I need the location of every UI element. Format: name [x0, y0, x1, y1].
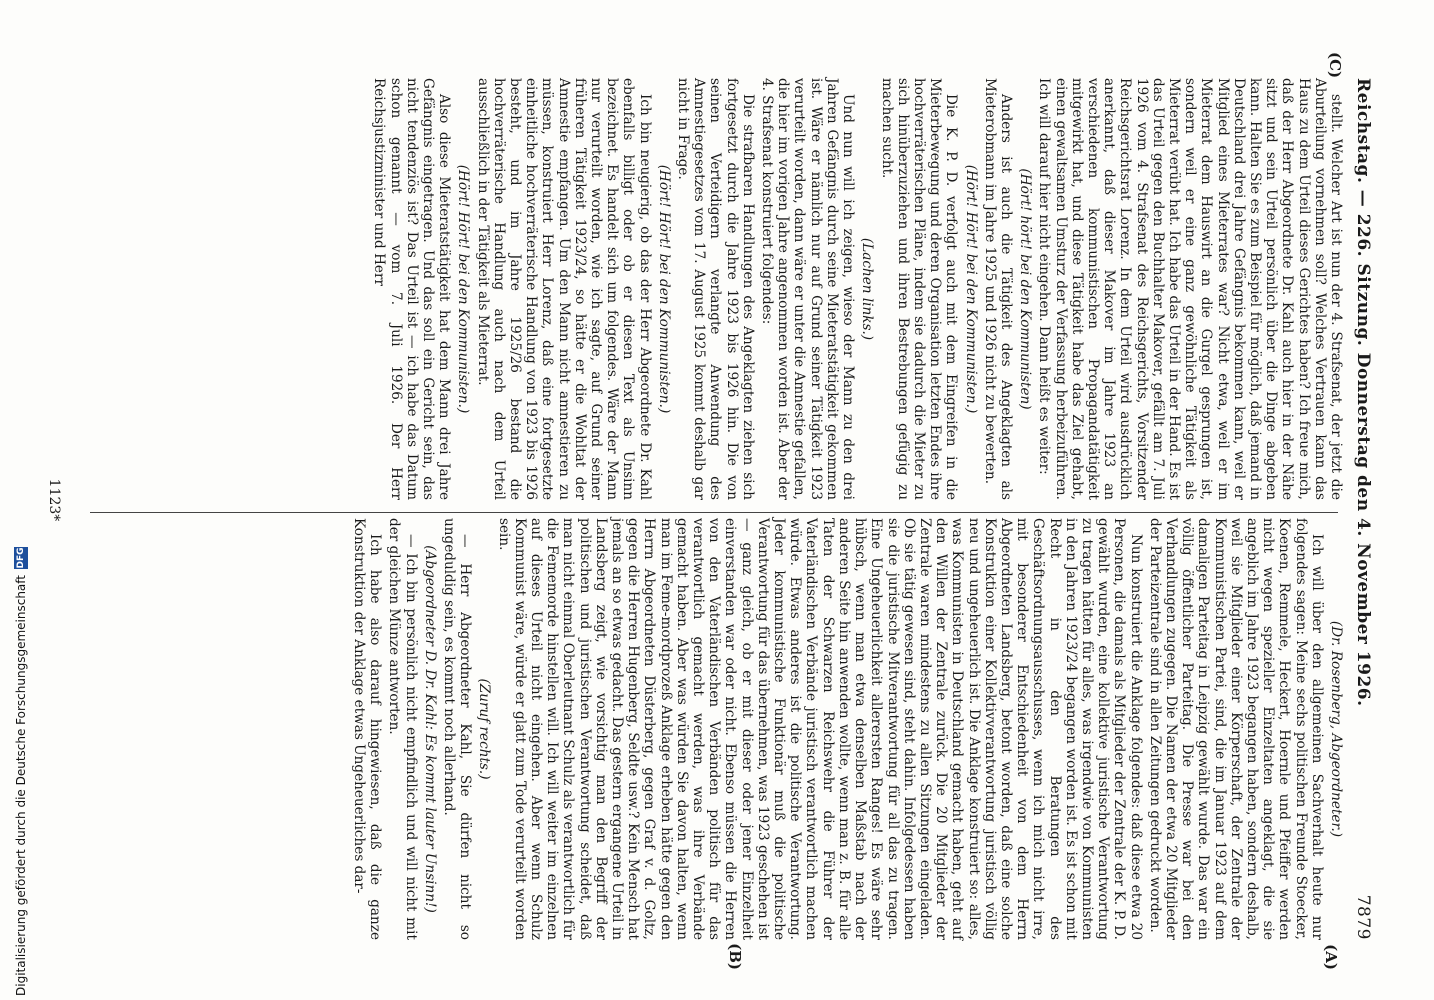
left-column-paragraph: Ich bin neugierig, ob das der Herr Abgeordnete Dr. Kahl ebenfalls billigt oder ob er diesen Text als Unsinn bezeichnet. Es handelt sich um folgendes. Wäre der Mann nur verurteilt worden, wie ich sagte, auf Grund seiner früheren Tätigkeit 1923/24, so hätte er die Wohltat der Amnestie empfangen. Um den Mann nicht amnestieren zu müssen, konstruiert Herr Lorenz, daß eine fortgesetzte einheitliche hochverräterische Handlung von 1923 bis 1926 besteht, und im Jahre 1925/26 bestand die hochverräterische Handlung auch nach dem Urteil ausschließlich in der Tätigkeit als Mieterrat.	[474, 78, 653, 500]
credit-text: Digitalisierung gefördert durch die Deutsche Forschungsgemeinschaft	[14, 574, 28, 996]
footer-page-mark: 1123*	[46, 478, 62, 522]
left-column-paragraph: Die K. P. D. verfolgt auch mit dem Eingreifen in die Mieterbewegung und deren Organisation letzten Endes ihre hochverräterischen Pläne, indem sie dadurch die Mieter zu sich hinüberzuziehen und ihren Bestrebungen gefügig zu machen sucht.	[878, 78, 960, 500]
right-column-paragraph: (Zuruf rechts.)	[476, 678, 493, 780]
column-left	[70, 52, 1344, 500]
digitization-credit	[14, 547, 28, 996]
left-column-paragraph: (Lachen links.)	[859, 237, 876, 341]
left-column-paragraph: (Hört! Hört! bei den Kommunisten.)	[655, 164, 672, 414]
speaker-line: (Dr. Rosenberg, Abgeordneter.)	[1328, 620, 1344, 838]
column-right	[70, 518, 1344, 970]
text-columns	[70, 52, 1344, 970]
dfg-logo-icon: DFG	[16, 547, 26, 569]
right-column-paragraph: — Ich bin persönlich nicht empfindlich und will nicht mit der gleichen Münze antworten.	[386, 518, 419, 940]
page-header	[1346, 78, 1380, 940]
left-column-paragraph: Anders ist auch die Tätigkeit des Angeklagten als Mieterobmann im Jahre 1925 und 1926 nicht zu bewerten.	[981, 78, 1014, 500]
left-column-paragraph: stellt. Welcher Art ist nun der 4. Strafsenat, der jetzt die Aburteilung vornehmen soll? Welches Vertrauen kann das Haus zu dem Urteil dieses Gerichtes haben? Ich freue mich, daß der Herr Abgeordnete Dr. Kahl auch hier in der Nähe sitzt und sein Urteil persönlich über die Dinge abgeben kann. Halten Sie es zum Beispiel für möglich, daß jemand in Deutschland drei Jahre Gefängnis bekommen kann, weil er Mitglied eines Mieterrates war? Nicht etwa, weil er im Mieterrat dem Hauswirt an die Gurgel gesprungen ist, sondern weil er eine ganz gewöhnliche Tätigkeit als Mieterrat verübt hat. Ich habe das Urteil in der Hand. Es ist das Urteil gegen den Buchhalter Makover, gefällt am 7. Juli 1926 vom 4. Strafsenat des Reichsgerichts, Vorsitzender Reichsgerichtsrat Lorenz. In dem Urteil wird ausdrücklich anerkannt, daß dieser Makover im Jahre 1923 an verschiedenen kommunistischen Propagandatätigkeit mitgewirkt hat, und diese Tätigkeit habe das Ziel gehabt, einen gewaltsamen Umsturz der Verfassung herbeizuführen. Ich will darauf hier nicht eingehen. Dann heißt es weiter:	[1036, 78, 1344, 500]
left-column-paragraph: Und nun will ich zeigen, wieso der Mann zu den drei Jahren Gefängnis durch seine Mieteratstätigkeit gekommen ist. Wäre er nämlich nur auf Grund seiner Tätigkeit 1923 verurteilt worden, dann wäre er unter die Amnestie gefallen, die hier im vorigen Jahre angenommen worden ist. Aber der 4. Strafsenat konstruiert folgendes:	[759, 78, 857, 500]
header-page-number: 7879	[1353, 894, 1373, 940]
right-column-paragraph: Ich will über den allgemeinen Sachverhalt heute nur folgendes sagen: Meine sechs politischen Freunde Stoecker, Koenen, Remmele, Heckert, Hoernle und Pfeiffer werden nicht wegen spezieller Einzeltaten angeklagt, die sie angeblich im Jahre 1923 begangen haben, sondern deshalb, weil sie Mitglieder einer Körperschaft, der Zentrale der Kommunistischen Partei, sind, die im Januar 1923 auf dem damaligen Parteitag in Leipzig gewählt wurde. Das war ein völlig öffentlicher Parteitag. Die Presse war bei den Verhandlungen zugegen. Die Namen der etwa 20 Mitglieder der Parteizentrale sind in allen Zeitungen gedruckt worden.	[1146, 518, 1325, 940]
left-column-paragraph: (Hört! Hört! bei den Kommunisten.)	[962, 164, 979, 414]
right-column-paragraph: (Abgeordneter D. Dr. Kahl: Es kommt lauter Unsinn!)	[421, 545, 438, 913]
left-column-paragraph: Also diese Mieteratstätigkeit hat dem Mann drei Jahre Gefängnis eingetragen. Und das soll ein Gericht sein, das nicht tendenziös ist? Das Urteil ist — ich habe das Datum schon genannt — vom 7. Juli 1926. Der Herr Reichsjustizminister und Herr	[371, 78, 453, 500]
left-column-paragraph: Die strafbaren Handlungen des Angeklagten ziehen sich fortgesetzt durch die Jahre 1923 bis 1926 hin. Die von seinen Verteidigern verlangte Anwendung des Amnestiegesetzes vom 17. August 1925 kommt deshalb gar nicht in Frage.	[675, 78, 756, 500]
margin-marker-a: (A)	[1322, 944, 1340, 970]
margin-marker-c: (C)	[1326, 52, 1344, 79]
right-column-paragraph: — Herr Abgeordneter Kahl, Sie dürfen nicht so ungeduldig sein, es kommt noch allerhand.	[441, 518, 474, 940]
right-column-paragraph: Ich habe also darauf hingewiesen, daß die ganze Konstruktion der Anklage etwas Ungeheuerliches dar-	[351, 518, 384, 940]
header-title: Reichstag. — 226. Sitzung. Donnerstag den 4. November 1926.	[1353, 78, 1373, 707]
margin-marker-b: (B)	[726, 943, 744, 970]
right-column-paragraph: Nun konstruiert die Anklage folgendes: daß diese etwa 20 Personen, die damals als Mitglieder der Zentrale der K. P. D. gewählt wurden, eine kollektive juristische Verantwortung zu tragen hätten für alles, was irgendwie von Kommunisten in den Jahren 1923/24 begangen worden ist. Es ist schon mit Recht in den Beratungen des Geschäftsordnungsausschusses, wenn ich mich nicht irre, mit besonderer Entschiedenheit von dem Herrn Abgeordneten Landsberg, betont worden, daß eine solche Konstruktion einer Kollektivverantwortung juristisch völlig neu und ungeheuerlich ist. Die Anklage konstruiert so: alles, was Kommunisten in Deutschland gemacht haben, geht auf den Willen der Zentrale zurück. Die 20 Mitglieder der Zentrale waren mindestens zu allen Sitzungen eingeladen. Ob sie tätig gewesen sind, steht dahin. Infolgedessen haben sie die juristische Mitverantwortung für all das zu tragen. Eine Ungeheuerlichkeit allerersten Ranges! Es wäre sehr hübsch, wenn man etwa denselben Maßstab nach der anderen Seite hin anwenden wollte, wenn man z. B. für alle Taten der Schwarzen Reichswehr die Führer der Vaterländischen Verbände juristisch verantwortlich machen würde. Etwas anderes ist die politische Verantwortung. Jeder kommunistische Funktionär muß die politische Verantwortung für das übernehmen, was 1923 geschehen ist — ganz gleich, ob er mit dieser oder jener Einzelheit einverstanden war oder nicht. Ebenso müssen die Herren von den Vaterländischen Verbänden politisch für das verantwortlich gemacht werden, was ihre Verbände gemacht haben. Aber was würden Sie davon halten, wenn man im Feme-mordprozeß Anklage erheben hätte gegen den Herrn Abgeordneten Düsterberg, gegen Graf v. d. Goltz, gegen die Herren Hugenberg, Seldte usw.? Kein Mensch hat jemals an so etwas gedacht. Das gestern ergangene Urteil in Landsberg zeigt, wie vorsichtig man den Begriff der politischen und juristischen Verantwortung scheidet, daß man nicht einmal Oberleutnant Schulz als verantwortlich für die Fememorde hinstellen will. Ich will weiter im einzelnen auf dieses Urteil nicht eingehen. Aber wenn Schulz Kommunist wäre, würde er glatt zum Tode verurteilt worden sein.	[495, 518, 1144, 940]
left-column-paragraph: (Hört! Hört! bei den Kommunisten.)	[455, 164, 472, 414]
left-column-paragraph: (Hört! hört! bei den Kommunisten)	[1017, 168, 1034, 410]
